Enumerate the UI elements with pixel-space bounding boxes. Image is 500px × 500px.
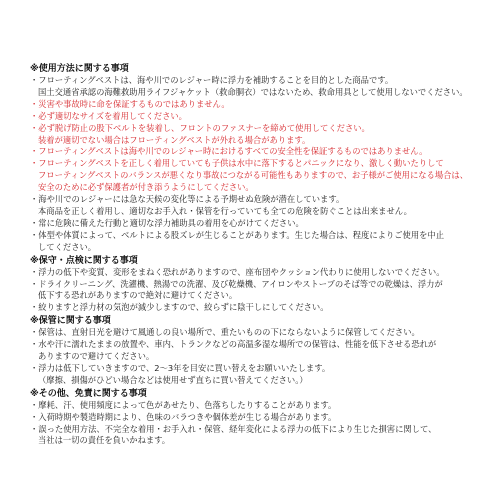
text-line: ありますので避けてください。 [38, 351, 155, 362]
text-line: してください。 [38, 241, 97, 252]
warning-line: ・必ず脱げ防止の股下ベルトを装着し、フロントのファスナーを締めて使用してください。 [30, 122, 370, 133]
text-line: ・体型や体質によって、ベルトによる股ズレが生じることがあります。生じた場合は、程度によりご使用を中止 [30, 229, 445, 240]
text-line: ・誤った使用方法、不完全な着用・お手入れ・保管、経年変化による浮力の低下により生じた損害に関して、 [30, 423, 437, 434]
text-line: ・絞りますと浮力材の気泡が減少しますので、絞らずに陰干しにしてください。 [30, 302, 329, 313]
text-line: ・フローティングベストは、海や川でのレジャー時に浮力を補助することを目的とした商品です。 [30, 75, 394, 85]
text-line: ・海や川でのレジャーには急な天候の変化等による予期せぬ危険が潜在しています。 [30, 194, 345, 205]
section-heading: ※保守・点検に関する事項 [30, 255, 138, 266]
text-line: ・浮力は低下していきますので、2〜3年を目安に買い替えをお願いいたします。 [30, 362, 331, 373]
text-line: 当社は一切の責任を負いかねます。 [38, 435, 171, 446]
text-line: （摩擦、損傷がひどい場合などは使用せず直ちに買い替えてください。） [38, 374, 308, 385]
warning-line: ・必ず適切なサイズを着用してください。 [30, 110, 187, 121]
text-line: 国土交通省承認の海難救助用ライフジャケット（救命胴衣）ではないため、救命用具として使用しないでください。 [38, 86, 468, 97]
text-line: ・水や汗に濡れたままの放置や、車内、トランクなどの高温多湿な場所での保管は、性能を低下させる恐れが [30, 339, 437, 350]
text-line: ・常に危険に備えた行動と適切な浮力補助具の着用を心がけてください。 [30, 217, 304, 228]
section-heading: ※保管に関する事項 [30, 316, 111, 327]
text-line: ・摩耗、汗、使用頻度によって色があせたり、色落ちしたりすることがあります。 [30, 399, 337, 410]
warning-line: ・フローティングベストは海や川でのレジャー時におけるすべての安全性を保証するものではありません。 [30, 146, 428, 157]
text-line: ・入荷時期や製造時期により、色味のバラつきや個体差が生じる場合があります。 [30, 411, 337, 422]
text-line: ・保管は、直射日光を避けて風通しの良い場所で、重たいものの下にならないように保管してください。 [30, 327, 420, 338]
section-heading: ※その他、免責に関する事項 [30, 388, 147, 399]
text-line: ・浮力の低下や変質、変形をまねく恐れがありますので、座布団やクッション代わりに使用しないでください。 [30, 266, 445, 277]
warning-line: フローティングベストのバランスが悪くなり事故につながる可能性もありますので、お子様がご使用になる場合は、 [38, 170, 469, 181]
text-line: 本商品を正しく着用し、適切なお手入れ・保管を行っていても全ての危険を防ぐことは出来ません。 [38, 205, 412, 216]
warning-line: ・フローティングベストを正しく着用していても子供は水中に落下するとパニックになり、激しく動いたりして [30, 158, 444, 169]
section-heading: ※使用方法に関する事項 [30, 64, 129, 74]
text-line: ・ドライクリーニング、洗濯機、熱湯での洗濯、及び乾燥機、アイロンやストーブのそば等での乾燥は、浮力が [30, 278, 443, 289]
warning-line: 安全のために必ず保護者が付き添うようにしてください。 [38, 182, 254, 193]
warning-line: ・災害や事故時に命を保証するものではありません。 [30, 98, 230, 109]
warning-line: 装着が適切でない場合はフローティングベストが外れる場合があります。 [38, 134, 311, 145]
text-line: 低下する恐れがありますので絶対に避けてください。 [38, 290, 238, 301]
